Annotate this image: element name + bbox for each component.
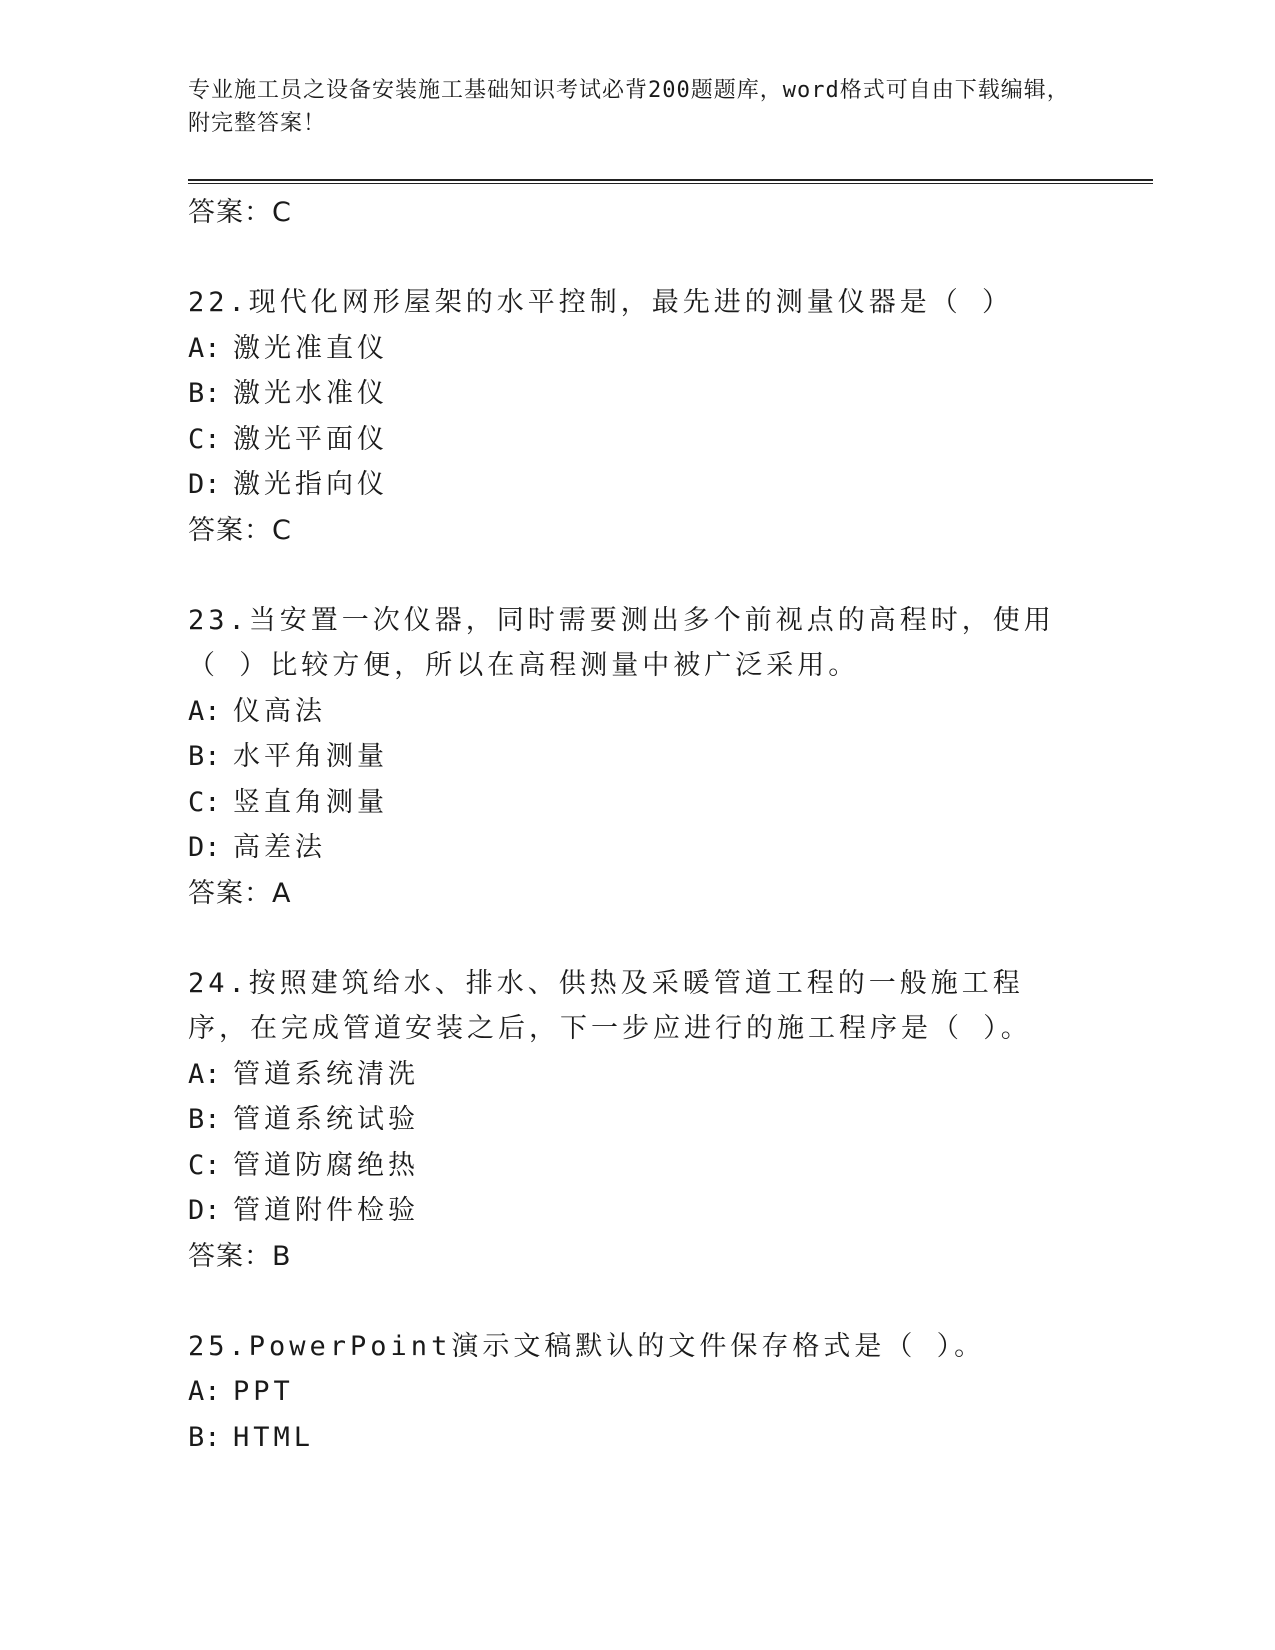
answer-option: [188, 326, 1148, 372]
option-label: C:: [188, 1149, 221, 1181]
header-divider: [188, 179, 1153, 184]
option-label: D:: [188, 1195, 221, 1226]
option-text: 水平角测量: [233, 741, 388, 772]
answer-option: [188, 1052, 1148, 1098]
option-label: B:: [188, 1421, 221, 1453]
option-text: 仪高法: [233, 695, 326, 727]
option-label: A:: [188, 695, 221, 727]
option-text: 高差法: [233, 832, 326, 863]
answer-option: [188, 734, 1148, 780]
option-text: 管道系统清洗: [233, 1058, 419, 1090]
option-label: B:: [188, 741, 221, 772]
option-text: PPT: [233, 1376, 294, 1407]
answer-option: [188, 825, 1148, 871]
option-text: HTML: [233, 1421, 315, 1453]
answer-option: [188, 462, 1148, 508]
document-page: [188, 0, 1148, 1650]
answer-option: [188, 780, 1148, 826]
option-label: B:: [188, 378, 221, 409]
answer-option: [188, 371, 1148, 417]
question-text: 22.现代化网形屋架的水平控制，最先进的测量仪器是（ ）: [188, 287, 1014, 318]
option-text: 激光准直仪: [233, 332, 388, 364]
answer-line: 答案：C: [188, 197, 292, 228]
block-spacer: [188, 553, 1148, 598]
option-label: C:: [188, 786, 221, 818]
option-label: D:: [188, 469, 221, 500]
answer-option: [188, 417, 1148, 463]
document-header-title: 专业施工员之设备安装施工基础知识考试必背200题题库，word格式可自由下载编辑，附完整答案！: [188, 78, 1070, 136]
question-text: 24.按照建筑给水、排水、供热及采暖管道工程的一般施工程序，在完成管道安装之后，下一步应进行的施工程序是（ ）。: [188, 967, 1032, 1044]
option-text: 激光平面仪: [233, 423, 388, 455]
option-text: 管道附件检验: [233, 1195, 419, 1226]
option-text: 激光指向仪: [233, 469, 388, 500]
block-spacer: [188, 235, 1148, 280]
answer-line: 答案：B: [188, 1240, 292, 1272]
option-label: A:: [188, 1058, 221, 1090]
option-label: C:: [188, 423, 221, 455]
option-label: D:: [188, 832, 221, 863]
option-text: 管道系统试验: [233, 1104, 419, 1135]
answer-option: [188, 1097, 1148, 1143]
answer-option: [188, 1188, 1148, 1234]
option-text: 激光水准仪: [233, 378, 388, 409]
answer-line: 答案：C: [188, 514, 292, 546]
option-text: 竖直角测量: [233, 786, 388, 818]
option-text: 管道防腐绝热: [233, 1149, 419, 1181]
block-spacer: [188, 916, 1148, 961]
question-text: 25.PowerPoint演示文稿默认的文件保存格式是（ ）。: [188, 1330, 986, 1362]
answer-option: [188, 1143, 1148, 1189]
answer-line: 答案：A: [188, 877, 292, 909]
block-spacer: [188, 1279, 1148, 1324]
answer-option: [188, 689, 1148, 735]
answer-option: [188, 1415, 1148, 1461]
question-text: 23.当安置一次仪器，同时需要测出多个前视点的高程时，使用（ ）比较方便，所以在高程测量中被广泛采用。: [188, 604, 1055, 681]
answer-option: [188, 1369, 1148, 1415]
question-list: [188, 190, 1148, 1460]
option-label: A:: [188, 1376, 221, 1407]
option-label: A:: [188, 332, 221, 364]
option-label: B:: [188, 1104, 221, 1135]
